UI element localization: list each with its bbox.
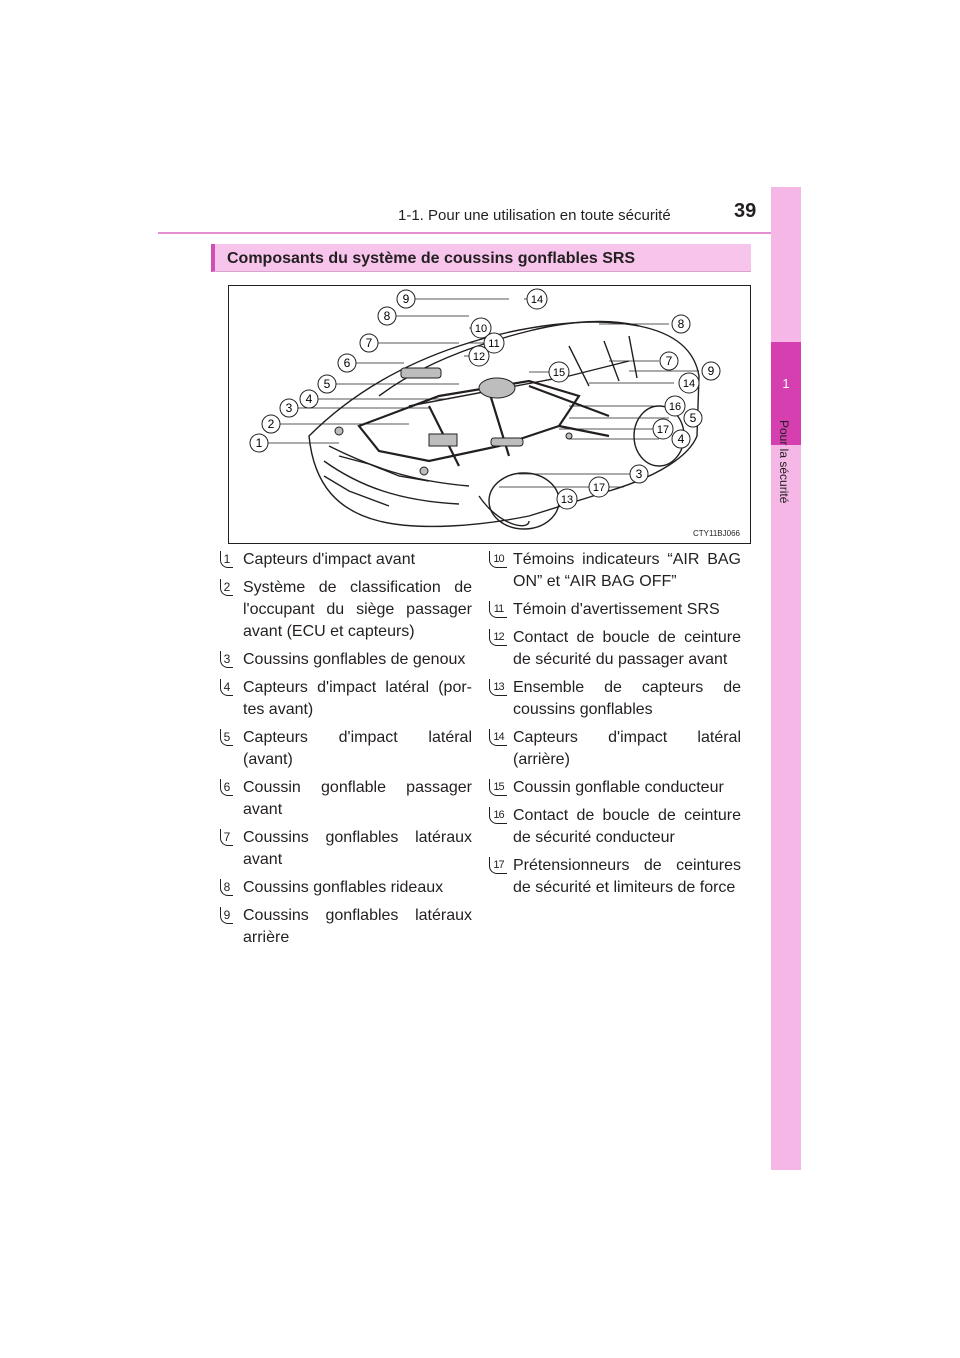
svg-text:13: 13 [560,494,574,506]
item-number: 2 [220,579,233,596]
callout-4 [300,390,318,408]
item-number: 16 [489,807,507,824]
item-text: Contact de boucle de ceinture de sécurité du passager avant [513,629,741,668]
callout-9-right [702,362,720,380]
running-head: 1-1. Pour une utilisation en toute sécurité [398,207,671,224]
svg-text:2: 2 [267,417,275,431]
list-item [220,727,472,771]
item-text: Témoins indicateurs “AIR BAG ON” et “AIR BAG OFF” [513,551,741,590]
item-number: 5 [220,729,233,746]
list-item [220,677,472,721]
svg-text:4: 4 [677,432,685,446]
callout-4-right [672,430,690,448]
list-item [489,805,741,849]
item-number: 11 [489,601,507,618]
svg-text:6: 6 [343,356,351,370]
svg-text:8: 8 [383,309,391,323]
callout-1 [250,434,268,452]
callout-15 [549,362,569,382]
svg-text:7: 7 [665,354,673,368]
list-item [220,827,472,871]
svg-text:12: 12 [472,351,486,363]
svg-text:3: 3 [285,401,293,415]
item-text: Capteurs d'impact latéral (arrière) [513,729,741,768]
item-number: 8 [220,879,233,896]
list-item [489,627,741,671]
svg-text:16: 16 [668,401,682,413]
svg-text:8: 8 [677,317,685,331]
callout-5-right [684,409,702,427]
item-text: Contact de boucle de ceinture de sécurité conducteur [513,807,741,846]
list-item [220,549,472,571]
components-list-right [489,549,741,905]
callout-2 [262,415,280,433]
callout-8-right [672,315,690,333]
svg-text:14: 14 [530,294,544,306]
list-item [220,577,472,643]
chapter-number: 1 [782,376,790,391]
item-text: Coussins gonflables latéraux avant [243,829,472,868]
item-number: 12 [489,629,507,646]
callout-3-right [630,465,648,483]
svg-text:1: 1 [255,436,263,450]
svg-text:3: 3 [635,467,643,481]
chapter-label: Pour la sécurité [777,420,791,504]
item-text: Coussin gonflable passager avant [243,779,472,818]
section-title: Composants du système de coussins gonflables SRS [227,250,636,267]
svg-text:7: 7 [365,336,373,350]
svg-text:11: 11 [488,338,500,350]
svg-text:5: 5 [689,411,697,425]
list-item [220,777,472,821]
figure-code: CTY11BJ066 [693,529,740,538]
item-number: 1 [220,551,233,568]
item-text: Capteurs d'impact latéral (avant) [243,729,472,768]
list-item [489,727,741,771]
svg-text:17: 17 [656,424,670,436]
item-text: Capteurs d'impact avant [243,551,416,568]
svg-text:5: 5 [323,377,331,391]
page-number: 39 [734,200,757,222]
callout-17 [653,419,673,439]
item-number: 15 [489,779,507,796]
item-text: Capteurs d'impact latéral (por-tes avant) [243,679,472,718]
callout-3 [280,399,298,417]
item-text: Coussin gonflable conducteur [513,779,724,796]
svg-text:17: 17 [592,482,606,494]
callout-7 [360,334,378,352]
callout-16 [665,396,685,416]
components-list-left [220,549,472,955]
callout-6 [338,354,356,372]
callout-17-lower [589,477,609,497]
list-item [220,877,472,899]
item-number: 7 [220,829,233,846]
header-rule [158,232,800,234]
item-number: 13 [489,679,507,696]
item-text: Coussins gonflables rideaux [243,879,444,896]
svg-text:9: 9 [402,292,410,306]
list-item [220,905,472,949]
callout-9 [397,290,415,308]
airbag-components-figure [228,285,751,544]
item-text: Prétensionneurs de ceintures de sécurité et limiteurs de force [513,857,741,896]
item-text: Témoin d'avertissement SRS [513,601,720,618]
callout-8 [378,307,396,325]
callout-12 [469,346,489,366]
svg-text:15: 15 [552,367,566,379]
item-number: 17 [489,857,507,874]
section-heading [211,244,751,272]
list-item [489,777,741,799]
list-item [489,599,741,621]
svg-text:14: 14 [682,378,696,390]
chapter-side-tab [771,187,801,1170]
callout-14 [527,289,547,309]
callout-14-right [679,373,699,393]
car-outline [309,321,699,529]
item-number: 4 [220,679,233,696]
svg-text:10: 10 [474,323,488,335]
item-number: 3 [220,651,233,668]
list-item [489,855,741,899]
list-item [489,677,741,721]
item-number: 14 [489,729,507,746]
list-item [220,649,472,671]
svg-text:4: 4 [305,392,313,406]
item-text: Coussins gonflables de genoux [243,651,466,668]
item-number: 6 [220,779,233,796]
item-number: 9 [220,907,233,924]
callout-13 [557,489,577,509]
item-number: 10 [489,551,507,568]
callout-7-right [660,352,678,370]
item-text: Système de classification de l'occupant du siège passager avant (ECU et capteurs) [243,579,472,640]
car-illustration [229,286,749,542]
item-text: Coussins gonflables latéraux arrière [243,907,472,946]
item-text: Ensemble de capteurs de coussins gonflables [513,679,741,718]
list-item [489,549,741,593]
callout-5 [318,375,336,393]
svg-text:9: 9 [707,364,715,378]
